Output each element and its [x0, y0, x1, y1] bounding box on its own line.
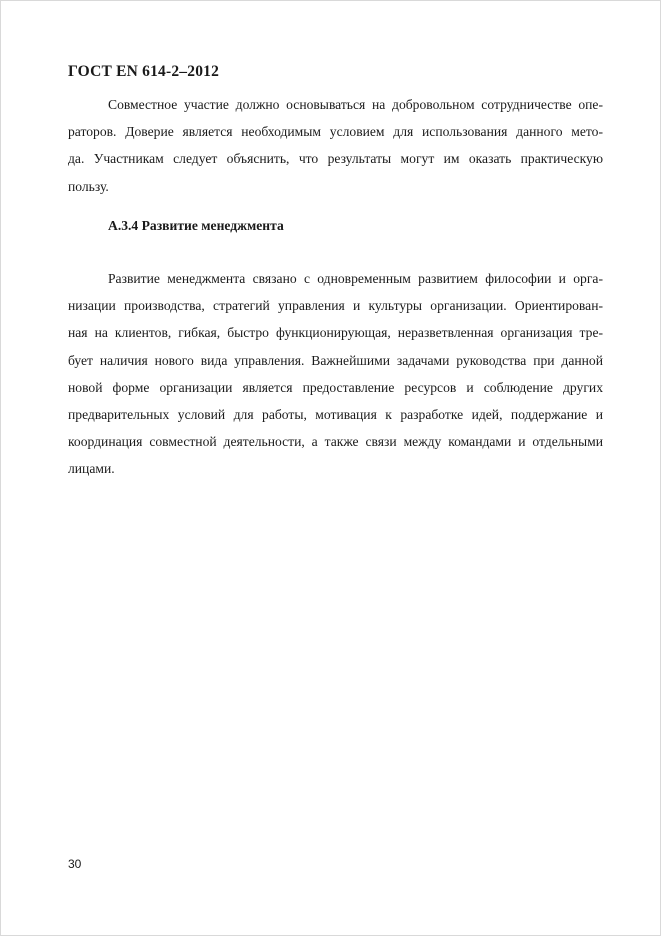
- paragraph-line: Совместное участие должно основываться на добровольном сотрудничестве опе-: [108, 97, 603, 112]
- paragraph-line: координация совместной деятельности, а также связи между командами и отдельными: [68, 434, 603, 450]
- paragraph-participation: [68, 91, 603, 200]
- paragraph-line: низации производства, стратегий управления и культуры организации. Ориентирован-: [68, 298, 603, 314]
- paragraph-management-development: [68, 265, 603, 483]
- paragraph-line: предварительных условий для работы, мотивация к разработке идей, поддержание и: [68, 407, 603, 423]
- paragraph-line: лицами.: [68, 461, 115, 477]
- paragraph-line: новой форме организации является предоставление ресурсов и соблюдение других: [68, 379, 603, 395]
- paragraph-line: да. Участникам следует объяснить, что результаты могут им оказать практическую: [68, 151, 603, 167]
- paragraph-line: ная на клиентов, гибкая, быстро функционирующая, неразветвленная организация тре-: [68, 325, 603, 341]
- page-number: 30: [68, 857, 82, 871]
- paragraph-line: Развитие менеджмента связано с одновременным развитием философии и орга-: [108, 271, 603, 286]
- document-header: ГОСТ EN 614-2–2012: [68, 63, 220, 80]
- paragraph-line: бует наличия нового вида управления. Важнейшими задачами руководства при данной: [68, 352, 603, 368]
- section-heading: А.3.4 Развитие менеджмента: [108, 218, 284, 233]
- paragraph-line: пользу.: [68, 178, 109, 194]
- paragraph-line: раторов. Доверие является необходимым условием для использования данного мето-: [68, 124, 603, 140]
